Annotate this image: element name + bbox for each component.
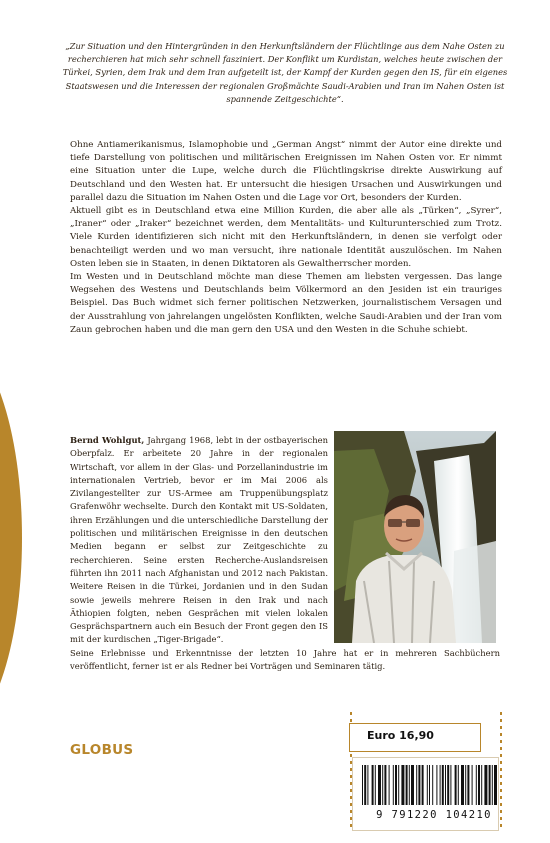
- barcode-bar: [409, 765, 410, 805]
- barcode-bar: [442, 765, 444, 805]
- blurb-paragraph: Im Westen und in Deutschland möchte man diese Themen am liebsten vergessen. Das lange Wegsehen des Westens und Deutschlands beim Völkermord an den Jesiden ist ein trauriges Beispiel. Das Buch widmet sich ferner politischen Netzwerken, journalistischem Versagen und der Ausstrahlung von jahrelangen ungelösten Konflikten, welche Saudi-Arabien und der Iran vom Zaun gebrochen haben und die man gern den USA und den Westen in die Schuhe schiebt.: [70, 272, 502, 335]
- barcode-bar: [418, 765, 420, 805]
- barcode-bar: [427, 765, 428, 805]
- isbn-barcode: [362, 765, 497, 805]
- barcode-bar: [422, 765, 424, 805]
- barcode-bar: [476, 765, 477, 805]
- barcode-bar: [436, 765, 437, 805]
- barcode-bar: [465, 765, 466, 805]
- barcode-bar: [492, 765, 493, 805]
- photo-spacer: [328, 434, 500, 646]
- barcode-bar: [416, 765, 417, 805]
- barcode-bar: [467, 765, 469, 805]
- blurb-paragraph: Aktuell gibt es in Deutschland etwa eine Million Kurden, die aber alle als „Türken“, „Syrer“, „Iraner“ oder „Iraker“ bezeichnet werden, dem Mentalitäts- und Kulturunterschied zum Trotz. Viele Kurden identifizieren sich nicht mit den Herkunftsländern, in denen sie verfolgt oder benachteiligt werden und wo man versucht, ihre nationale Identität auszulöschen. Im Nahen Osten leben sie in Staaten, in denen Diktatoren als Gewaltherrscher morden.: [70, 206, 502, 269]
- barcode-bar: [478, 765, 480, 805]
- barcode-bar: [489, 765, 491, 805]
- barcode-bar: [445, 765, 446, 805]
- publisher-logo: GLOBUS: [70, 742, 134, 758]
- barcode-bar: [455, 765, 457, 805]
- barcode-bar: [364, 765, 366, 805]
- barcode-bar: [375, 765, 376, 805]
- author-bio-text: Jahrgang 1968, lebt in der ostbayerischen Oberpfalz. Er arbeitete 20 Jahre in der regionalen Wirtschaft, vor allem in der Glas- und Porzellanindustrie im internationalen Vertrieb, bevor er im Mai 2006 als Zivilangestellter zur US-Armee am Truppenübungsplatz Grafenwöhr wechselte. Durch den Kontakt mit US-Soldaten, ihren Erzählungen und die unterschiedliche Darstellung der politischen und militärischen Ereignisse in den deutschen Medien begann er selbst zur Zeitgeschichte zu recherchieren. Seine ersten Recherche-Auslandsreisen führten ihn 2011 nach Afghanistan und 2012 nach Pakistan. Weitere Reisen in die Türkei, Jordanien und in den Sudan sowie jeweils mehrere Reisen in den Irak und nach Äthiopien folgten, neben Gesprächen mit vielen lokalen Gesprächspartnern auch ein Besuch der Front gegen den IS mit der kurdischen „Tiger-Brigade“.: [70, 435, 328, 645]
- barcode-bar: [389, 765, 390, 805]
- barcode-bar: [395, 765, 397, 805]
- barcode-bar: [384, 765, 386, 805]
- barcode-bar: [401, 765, 404, 805]
- barcode-bar: [411, 765, 414, 805]
- barcode-bar: [382, 765, 383, 805]
- author-bio: [70, 434, 500, 673]
- blurb-text: [70, 139, 502, 337]
- barcode-bar: [429, 765, 430, 805]
- barcode-bar: [484, 765, 487, 805]
- barcode-bar: [432, 765, 433, 805]
- barcode-bar: [362, 765, 363, 805]
- barcode-bar: [461, 765, 464, 805]
- barcode-bar: [458, 765, 459, 805]
- barcode-bar: [447, 765, 449, 805]
- barcode-bar: [472, 765, 473, 805]
- barcode-bar: [406, 765, 408, 805]
- barcode-bar: [398, 765, 399, 805]
- barcode-bar: [393, 765, 394, 805]
- blurb-paragraph: Ohne Antiamerikanismus, Islamophobie und „German Angst“ nimmt der Autor eine direkte und tiefe Darstellung von politischen und militärischen Ereignissen im Nahen Osten vor. Er nimmt eine Situation unter die Lupe, welche durch die Flüchtlingskrise direkte Auswirkung auf Deutschland und den Westen hat. Er untersucht die hiesigen Ursachen und Auswirkungen und parallel dazu die Situation im Nahen Osten und die Lage vor Ort, besonders der Kurden.: [70, 140, 502, 203]
- gold-semicircle-decoration: [0, 338, 22, 738]
- barcode-bar: [440, 765, 441, 805]
- barcode-bar: [481, 765, 482, 805]
- barcode-bar: [450, 765, 451, 805]
- price-label: Euro 16,90: [367, 729, 434, 742]
- isbn-digits: 9 791220 104210: [376, 809, 492, 821]
- barcode-bar: [372, 765, 374, 805]
- author-name: Bernd Wohlgut,: [70, 435, 145, 445]
- author-bio-paragraph-2: Seine Erlebnisse und Erkenntnisse der letzten 10 Jahre hat er in mehreren Sachbüchern veröffentlicht, ferner ist er als Redner bei Vorträgen und Seminaren tätig.: [70, 647, 500, 672]
- barcode-bar: [378, 765, 381, 805]
- barcode-bar: [367, 765, 368, 805]
- barcode-bar: [494, 765, 497, 805]
- author-quote: „Zur Situation und den Hintergründen in den Herkunftsländern der Flüchtlinge aus dem Nahe Osten zu recherchieren hat mich sehr schnell fasziniert. Der Konflikt um Kurdistan, welches heute zwischen der Türkei, Syrien, dem Irak und dem Iran aufgeteilt ist, der Kampf der Kurden gegen den IS, für ein eigenes Staatswesen und die Interessen der regionalen Großmächte Saudi-Arabien und Iran im Nahen Osten ist spannende Zeitgeschichte“.: [62, 41, 508, 104]
